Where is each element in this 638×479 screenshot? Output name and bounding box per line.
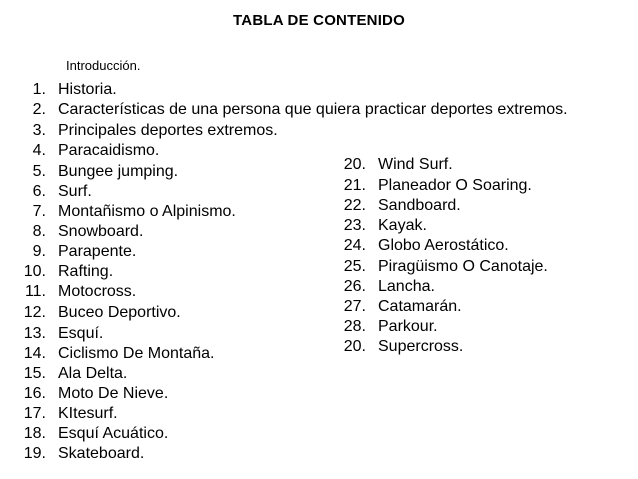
item-text: Sandboard.	[378, 197, 461, 214]
item-text: Ala Delta.	[58, 365, 128, 382]
item-number: 23.	[343, 217, 366, 234]
item-text: Montañismo o Alpinismo.	[58, 203, 236, 220]
item-text: Esquí Acuático.	[58, 425, 169, 442]
item-number: 8.	[32, 223, 46, 240]
item-number: 16.	[23, 385, 46, 402]
item-text: Globo Aerostático.	[378, 237, 509, 254]
item-number: 20.	[343, 338, 366, 355]
item-text: Ciclismo De Montaña.	[58, 345, 215, 362]
item-number: 24.	[343, 237, 366, 254]
item-number: 13.	[23, 325, 46, 342]
item-text: Snowboard.	[58, 223, 144, 240]
item-text: Parkour.	[378, 318, 438, 335]
item-text: Piragüismo O Canotaje.	[378, 258, 548, 275]
item-text: Características de una persona que quiera practicar deportes extremos.	[58, 101, 568, 118]
item-number: 20.	[343, 156, 366, 173]
item-text: Parapente.	[58, 243, 137, 260]
item-text: Principales deportes extremos.	[58, 122, 278, 139]
item-number: 22.	[343, 197, 366, 214]
item-number: 15.	[23, 365, 46, 382]
item-text: Skateboard.	[58, 445, 145, 462]
item-number: 14.	[23, 345, 46, 362]
item-number: 5.	[32, 163, 46, 180]
item-text: Motocross.	[58, 283, 137, 300]
item-number: 17.	[23, 405, 46, 422]
item-number: 3.	[32, 122, 46, 139]
item-text: Supercross.	[378, 338, 464, 355]
page-title: TABLA DE CONTENIDO	[233, 12, 405, 29]
intro-line: Introducción.	[66, 58, 141, 73]
item-text: KItesurf.	[58, 405, 118, 422]
item-text: Moto De Nieve.	[58, 385, 169, 402]
item-text: Rafting.	[58, 263, 114, 280]
item-number: 9.	[32, 243, 46, 260]
item-number: 7.	[32, 203, 46, 220]
item-number: 1.	[32, 81, 46, 98]
item-number: 26.	[343, 278, 366, 295]
item-number: 10.	[23, 263, 46, 280]
item-number: 25.	[343, 258, 366, 275]
item-number: 18.	[23, 425, 46, 442]
item-text: Planeador O Soaring.	[378, 177, 532, 194]
item-text: Wind Surf.	[378, 156, 453, 173]
item-number: 27.	[343, 298, 366, 315]
item-number: 28.	[343, 318, 366, 335]
item-number: 11.	[24, 283, 46, 300]
item-text: Lancha.	[378, 278, 435, 295]
item-text: Buceo Deportivo.	[58, 304, 181, 321]
item-number: 2.	[32, 101, 46, 118]
item-text: Paracaidismo.	[58, 142, 160, 159]
item-text: Esquí.	[58, 325, 104, 342]
item-text: Kayak.	[378, 217, 427, 234]
item-number: 6.	[32, 183, 46, 200]
item-number: 4.	[32, 142, 46, 159]
item-text: Catamarán.	[378, 298, 462, 315]
item-text: Historia.	[58, 81, 117, 98]
item-number: 12.	[23, 304, 46, 321]
item-number: 21.	[343, 177, 366, 194]
item-text: Surf.	[58, 183, 92, 200]
item-number: 19.	[23, 445, 46, 462]
item-text: Bungee jumping.	[58, 163, 179, 180]
